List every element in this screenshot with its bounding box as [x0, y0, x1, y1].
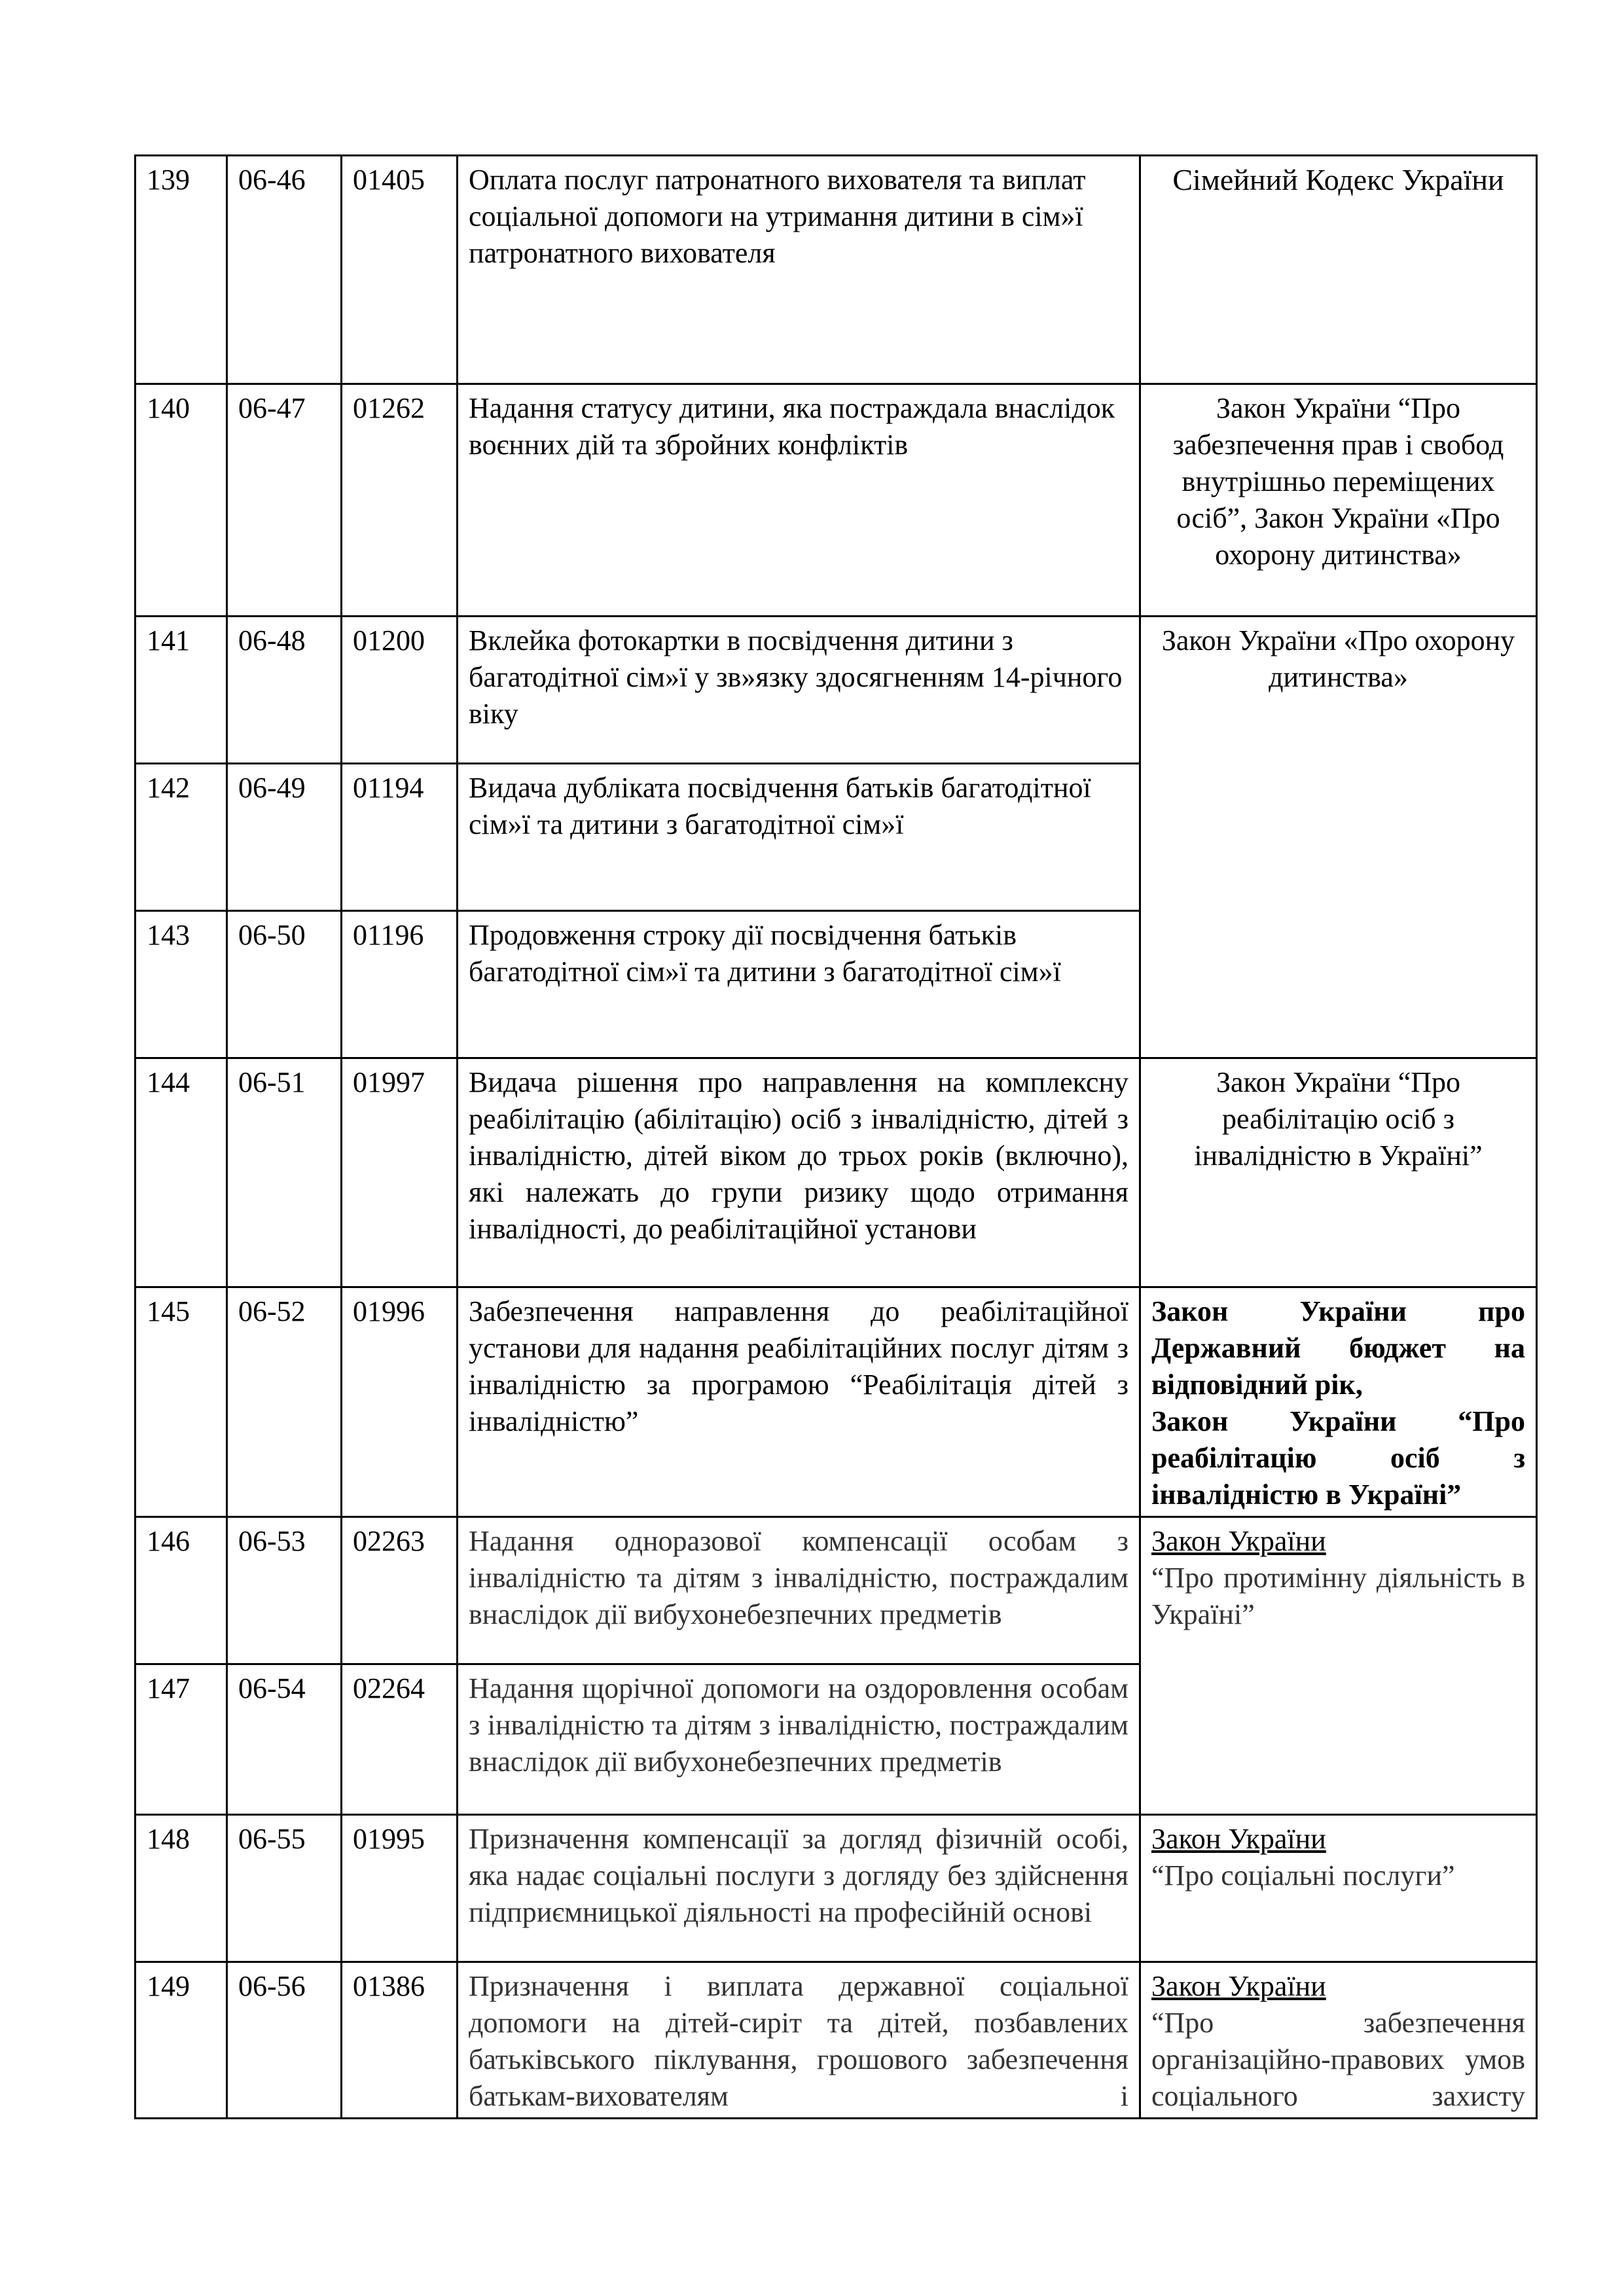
row-number: 141 [135, 617, 227, 764]
row-number: 149 [135, 1962, 227, 2119]
row-id: 01196 [342, 911, 458, 1058]
row-code: 06-53 [227, 1517, 342, 1664]
row-number: 148 [135, 1815, 227, 1962]
row-id: 02263 [342, 1517, 458, 1664]
row-description: Продовження строку дії посвідчення батьків багатодітної сім»ї та дитини з багатодітної сім»ї [458, 911, 1140, 1058]
row-id: 02264 [342, 1664, 458, 1815]
row-code: 06-48 [227, 617, 342, 764]
row-id: 01995 [342, 1815, 458, 1962]
row-legal-basis: Сімейний Кодекс України [1140, 156, 1537, 384]
legal-basis-body: “Про протимінну діяльність в Україні” [1151, 1562, 1525, 1630]
row-number: 143 [135, 911, 227, 1058]
row-description: Надання щорічної допомоги на оздоровлення особам з інвалідністю та дітям з інвалідністю, постраждалим внаслідок дії вибухонебезпечних предметів [458, 1664, 1140, 1815]
row-number: 142 [135, 764, 227, 911]
row-description: Надання статусу дитини, яка постраждала внаслідок воєнних дій та збройних конфліктів [458, 384, 1140, 617]
row-number: 140 [135, 384, 227, 617]
row-legal-basis [1140, 1287, 1537, 1517]
legal-basis-rehab-law: Закон України “Про реабілітацію осіб з інвалідністю в Україні” [1151, 1405, 1525, 1511]
row-number: 147 [135, 1664, 227, 1815]
row-code: 06-50 [227, 911, 342, 1058]
table-row [135, 1962, 1537, 2119]
legal-basis-body: “Про забезпечення організаційно-правових умов соціального захисту [1151, 2007, 1525, 2112]
row-id: 01200 [342, 617, 458, 764]
row-number: 144 [135, 1058, 227, 1287]
legal-basis-title: Закон України [1151, 1525, 1326, 1557]
row-code: 06-54 [227, 1664, 342, 1815]
table-row [135, 1517, 1537, 1664]
row-description: Видача дубліката посвідчення батьків багатодітної сім»ї та дитини з багатодітної сім»ї [458, 764, 1140, 911]
row-id: 01386 [342, 1962, 458, 2119]
row-legal-basis: Закон України “Про реабілітацію осіб з інвалідністю в Україні” [1140, 1058, 1537, 1287]
row-id: 01194 [342, 764, 458, 911]
table-row [135, 617, 1537, 764]
row-code: 06-47 [227, 384, 342, 617]
row-description: Оплата послуг патронатного вихователя та виплат соціальної допомоги на утримання дитини в сім»ї патронатного вихователя [458, 156, 1140, 384]
legal-basis-title: Закон України [1151, 1823, 1326, 1855]
row-description: Забезпечення направлення до реабілітаційної установи для надання реабілітаційних послуг дітям з інвалідністю за програмою “Реабілітація дітей з інвалідністю” [458, 1287, 1140, 1517]
table-row [135, 156, 1537, 384]
row-code: 06-55 [227, 1815, 342, 1962]
row-code: 06-52 [227, 1287, 342, 1517]
row-number: 139 [135, 156, 227, 384]
legal-basis-body: “Про соціальні послуги” [1151, 1859, 1455, 1892]
row-code: 06-51 [227, 1058, 342, 1287]
row-description: Призначення і виплата державної соціальної допомоги на дітей-сиріт та дітей, позбавлених батьківського піклування, грошового забезпечення батькам-вихователям і [458, 1962, 1140, 2119]
row-legal-basis [1140, 1815, 1537, 1962]
row-description: Вклейка фотокартки в посвідчення дитини з багатодітної сім»ї у зв»язку здосягненням 14-річного віку [458, 617, 1140, 764]
row-id: 01997 [342, 1058, 458, 1287]
legal-basis-budget-law: Закон України про Державний бюджет на відповідний рік, [1151, 1295, 1525, 1401]
legal-basis-title: Закон України [1151, 1970, 1326, 2002]
row-id: 01262 [342, 384, 458, 617]
services-table [134, 154, 1538, 2119]
row-id: 01996 [342, 1287, 458, 1517]
row-description: Надання одноразової компенсації особам з інвалідністю та дітям з інвалідністю, постраждалим внаслідок дії вибухонебезпечних предметів [458, 1517, 1140, 1664]
table-row [135, 384, 1537, 617]
row-number: 145 [135, 1287, 227, 1517]
row-legal-basis [1140, 1517, 1537, 1815]
row-legal-basis-merged: Закон України «Про охорону дитинства» [1140, 617, 1537, 1058]
table-row [135, 1815, 1537, 1962]
row-code: 06-49 [227, 764, 342, 911]
table-row [135, 1058, 1537, 1287]
row-code: 06-56 [227, 1962, 342, 2119]
row-id: 01405 [342, 156, 458, 384]
row-description: Призначення компенсації за догляд фізичній особі, яка надає соціальні послуги з догляду без здійснення підприємницької діяльності на професійній основі [458, 1815, 1140, 1962]
row-code: 06-46 [227, 156, 342, 384]
row-description: Видача рішення про направлення на комплексну реабілітацію (абілітацію) осіб з інвалідністю, дітей з інвалідністю, дітей віком до трьох років (включно), які належать до групи ризику щодо отримання інвалідності, до реабілітаційної установи [458, 1058, 1140, 1287]
row-number: 146 [135, 1517, 227, 1664]
row-legal-basis: Закон України “Про забезпечення прав і свобод внутрішньо переміщених осіб”, Закон України «Про охорону дитинства» [1140, 384, 1537, 617]
table-row [135, 1287, 1537, 1517]
row-legal-basis [1140, 1962, 1537, 2119]
